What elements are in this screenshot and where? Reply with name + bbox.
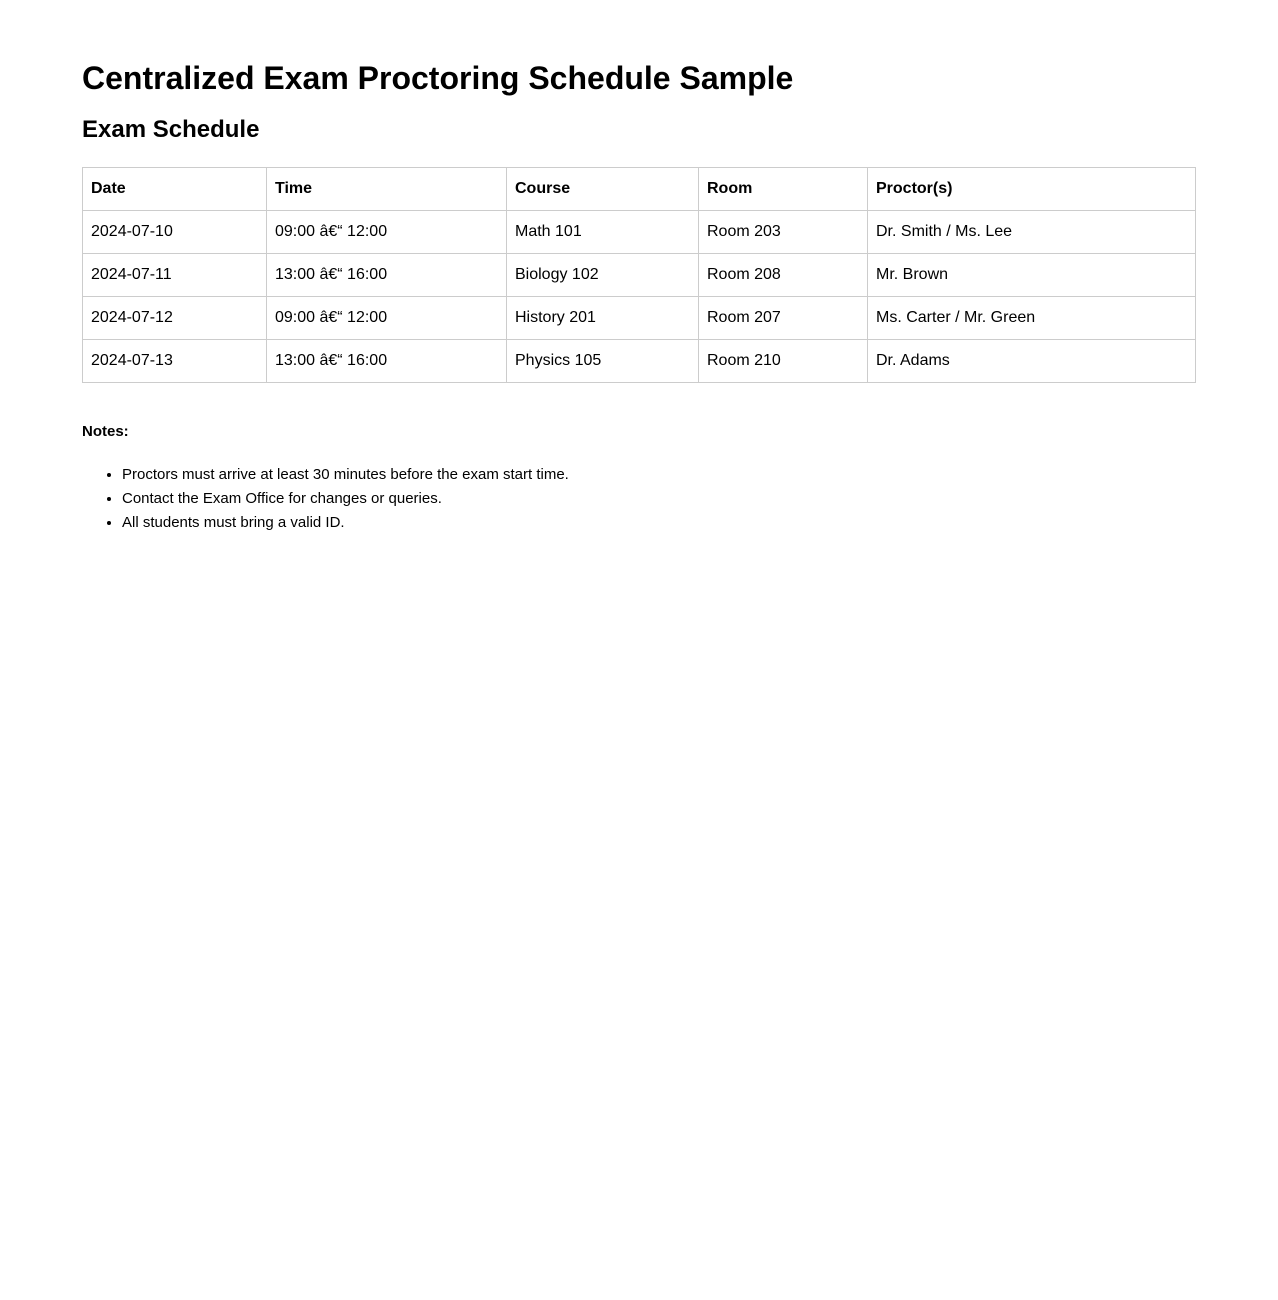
note-item: • All students must bring a valid ID. bbox=[122, 511, 1196, 535]
cell-room: Room 210 bbox=[699, 340, 868, 383]
cell-date: 2024-07-10 bbox=[83, 211, 267, 254]
note-item: • Contact the Exam Office for changes or queries. bbox=[122, 487, 1196, 511]
table-row bbox=[83, 340, 1196, 383]
column-header-course: Course bbox=[507, 168, 699, 211]
section-title: Exam Schedule bbox=[82, 116, 260, 143]
column-header-proctors: Proctor(s) bbox=[868, 168, 1196, 211]
column-header-room: Room bbox=[699, 168, 868, 211]
table-row bbox=[83, 254, 1196, 297]
exam-schedule-table bbox=[82, 167, 1196, 383]
table-row bbox=[83, 211, 1196, 254]
table-header-row bbox=[83, 168, 1196, 211]
cell-room: Room 208 bbox=[699, 254, 868, 297]
cell-course: Physics 105 bbox=[507, 340, 699, 383]
page-title: Centralized Exam Proctoring Schedule Sample bbox=[82, 60, 794, 96]
cell-course: History 201 bbox=[507, 297, 699, 340]
cell-date: 2024-07-13 bbox=[83, 340, 267, 383]
table-row bbox=[83, 297, 1196, 340]
cell-proctors: Dr. Smith / Ms. Lee bbox=[868, 211, 1196, 254]
cell-room: Room 203 bbox=[699, 211, 868, 254]
column-header-time: Time bbox=[267, 168, 507, 211]
cell-course: Biology 102 bbox=[507, 254, 699, 297]
cell-room: Room 207 bbox=[699, 297, 868, 340]
cell-time: 09:00 â€“ 12:00 bbox=[267, 297, 507, 340]
cell-proctors: Ms. Carter / Mr. Green bbox=[868, 297, 1196, 340]
note-item: • Proctors must arrive at least 30 minutes before the exam start time. bbox=[122, 463, 1196, 487]
cell-time: 13:00 â€“ 16:00 bbox=[267, 340, 507, 383]
cell-proctors: Mr. Brown bbox=[868, 254, 1196, 297]
notes-label: Notes: bbox=[82, 423, 129, 440]
cell-date: 2024-07-11 bbox=[83, 254, 267, 297]
cell-proctors: Dr. Adams bbox=[868, 340, 1196, 383]
cell-time: 09:00 â€“ 12:00 bbox=[267, 211, 507, 254]
cell-course: Math 101 bbox=[507, 211, 699, 254]
cell-time: 13:00 â€“ 16:00 bbox=[267, 254, 507, 297]
cell-date: 2024-07-12 bbox=[83, 297, 267, 340]
notes-list bbox=[82, 463, 1196, 535]
column-header-date: Date bbox=[83, 168, 267, 211]
